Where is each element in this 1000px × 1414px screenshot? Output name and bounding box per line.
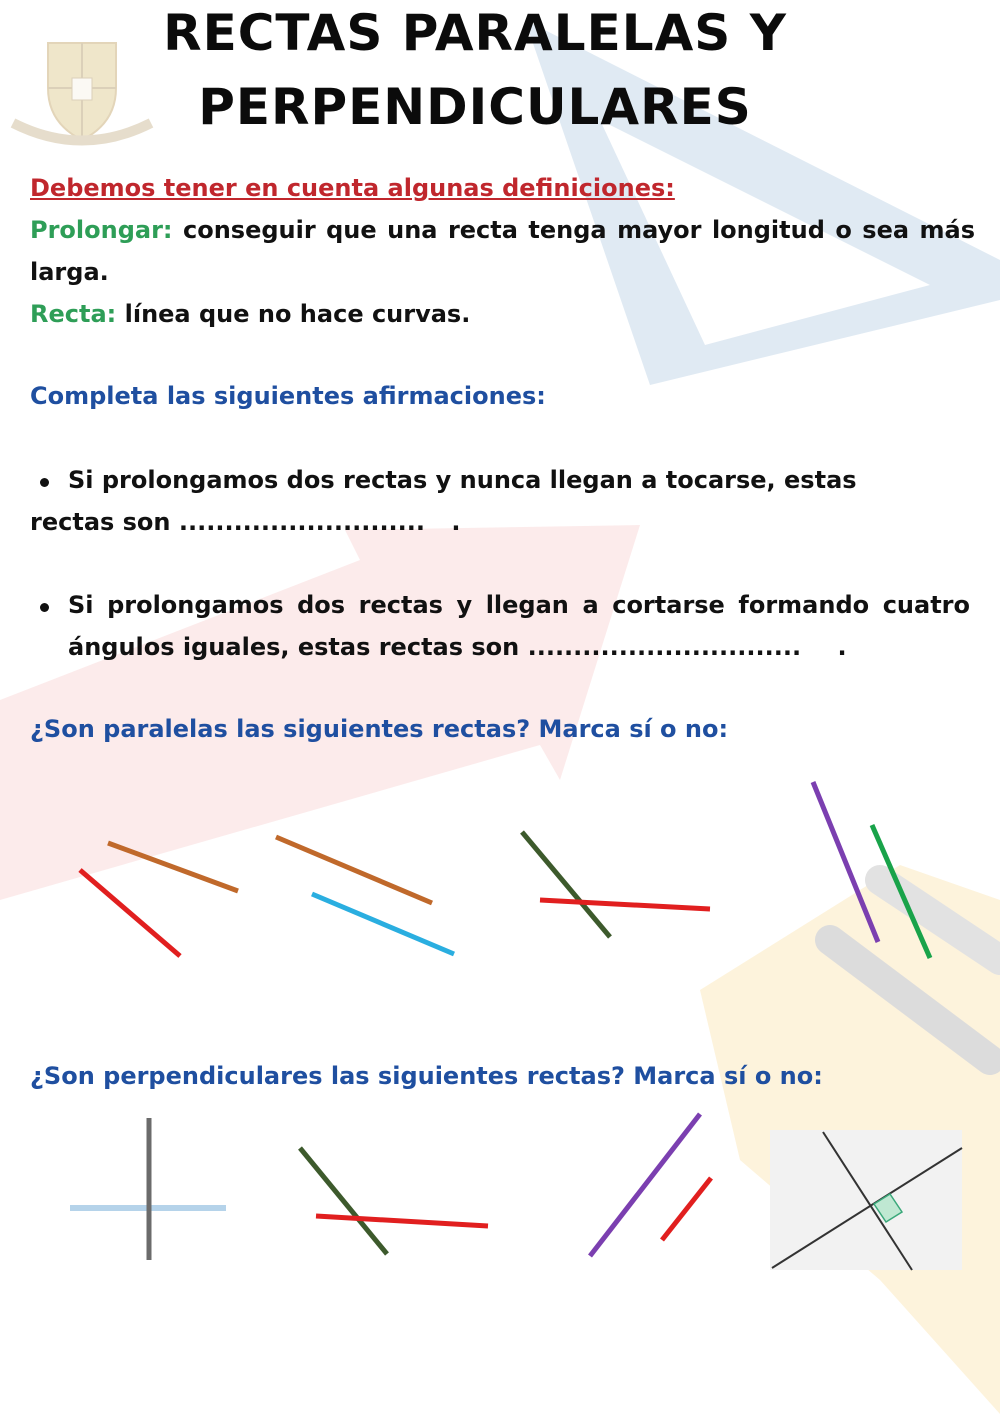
complete-heading: Completa las siguientes afirmaciones:: [30, 382, 546, 410]
statement2-line1: Si prolongamos dos rectas y llegan a cortarse formando cuatro: [68, 591, 970, 619]
parallel-figure-2: [276, 837, 454, 954]
statement2-blank: ángulos iguales, estas rectas son ..............................: [68, 633, 802, 661]
parallel-figure-3: [522, 832, 710, 937]
parallel-figure-4: [813, 782, 930, 958]
perpendicular-figure-4: [770, 1130, 962, 1270]
perpendicular-figure-3: [590, 1114, 711, 1256]
page-title-line1: RECTAS PARALELAS Y: [163, 4, 787, 62]
bullet-icon: [40, 603, 49, 612]
parallel-question: ¿Son paralelas las siguientes rectas? Marca sí o no:: [30, 715, 729, 743]
recta-text: línea que no hace curvas.: [124, 300, 471, 328]
perpendicular-question: ¿Son perpendiculares las siguientes rectas? Marca sí o no:: [30, 1062, 823, 1090]
recta-term: Recta:: [30, 300, 117, 328]
statement1-line1: Si prolongamos dos rectas y nunca llegan a tocarse, estas: [68, 466, 857, 494]
statement1-line2: [30, 508, 461, 537]
prolongar-text: conseguir que una recta tenga mayor longitud o sea más: [182, 216, 975, 244]
statement1-end: .: [451, 508, 461, 536]
parallel-figure-1: [80, 843, 238, 956]
definitions-heading: Debemos tener en cuenta algunas definiciones:: [30, 174, 675, 202]
statement2-end: .: [837, 633, 847, 661]
perpendicular-figures: [0, 1105, 1000, 1280]
statement1-blank: rectas son ...........................: [30, 508, 426, 536]
page-title-line2: PERPENDICULARES: [198, 78, 752, 136]
perpendicular-figure-2: [300, 1148, 488, 1254]
prolongar-term: Prolongar:: [30, 216, 173, 244]
perpendicular-figure-1: [70, 1118, 226, 1260]
parallel-figures: [0, 770, 1000, 970]
statement2-line2: [68, 633, 847, 662]
prolongar-text-cont: larga.: [30, 258, 109, 286]
prolongar-definition: [30, 216, 975, 245]
recta-definition: [30, 300, 470, 329]
bullet-icon: [40, 478, 49, 487]
